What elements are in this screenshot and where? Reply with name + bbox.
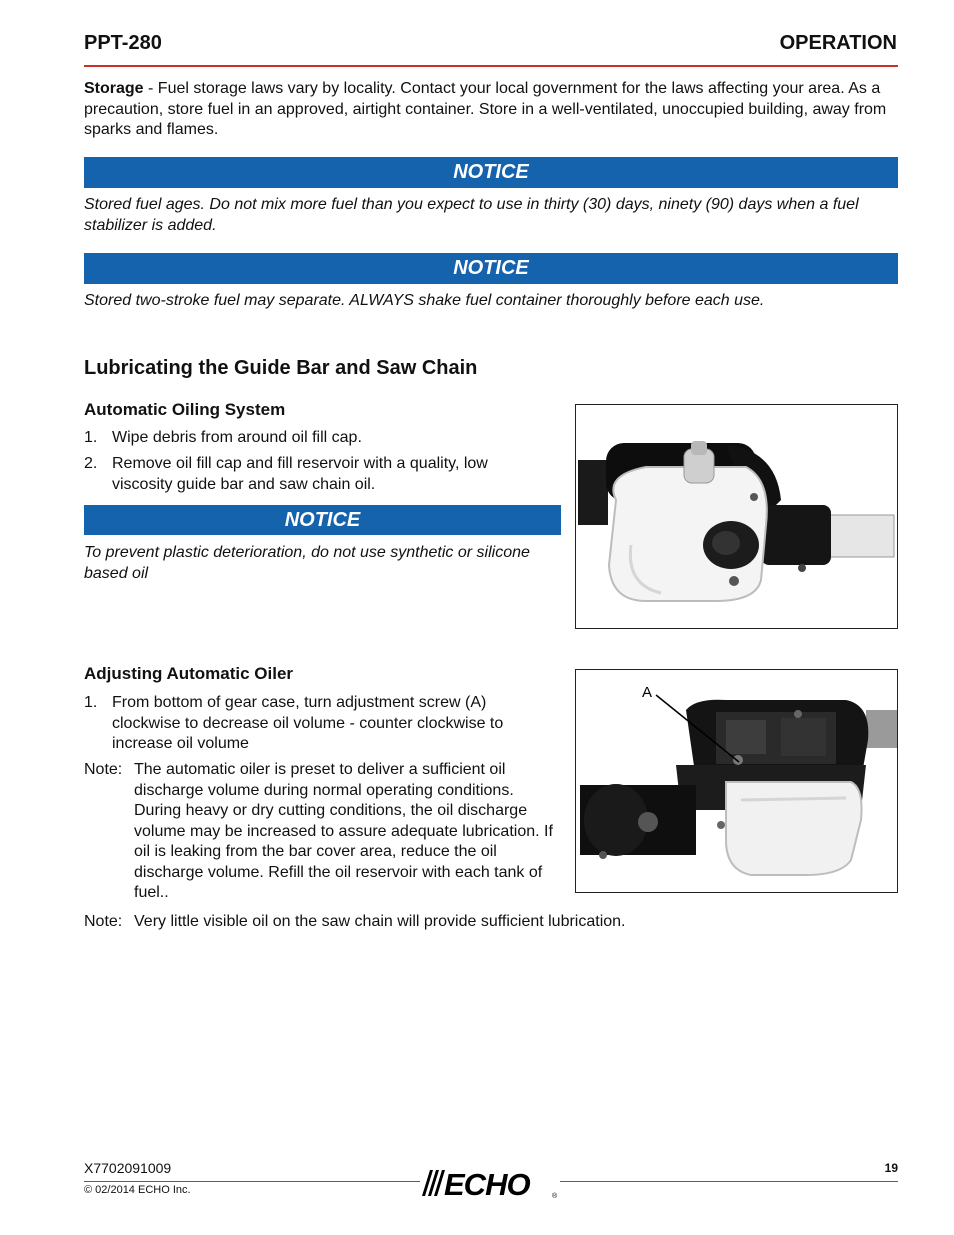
list-text: Wipe debris from around oil fill cap.: [112, 429, 362, 446]
section-title: OPERATION: [779, 32, 897, 54]
document-number: X7702091009: [84, 1160, 172, 1176]
storage-text: - Fuel storage laws vary by locality. Contact your local government for the laws affecting your area. As a precaution, store fuel in an approved, airtight container. Store in a well-ventilated, unoccupied building, away from sparks and flames.: [84, 80, 887, 138]
callout-label-a: A: [642, 684, 653, 701]
note: [84, 760, 564, 904]
note-label: Note:: [84, 913, 123, 930]
storage-paragraph: [84, 79, 900, 141]
notice-banner: NOTICE: [84, 505, 561, 535]
notice-text: Stored fuel ages. Do not mix more fuel than you expect to use in thirty (30) days, ninety (90) days when a fuel stabilizer is added.: [84, 196, 859, 234]
header-rule: [84, 65, 898, 67]
echo-logo-mark: [420, 1166, 562, 1200]
list-item: [84, 428, 544, 449]
list-number: 1.: [84, 429, 98, 446]
section-heading: Lubricating the Guide Bar and Saw Chain: [84, 357, 478, 379]
subsection-heading: Automatic Oiling System: [84, 400, 286, 419]
notice-banner: NOTICE: [84, 157, 898, 188]
oil-fill-cap-photo: [575, 404, 898, 629]
copyright-text: © 02/2014 ECHO Inc.: [84, 1184, 191, 1196]
gear-case-photo: [575, 669, 898, 893]
list-text: From bottom of gear case, turn adjustment screw (A) clockwise to decrease oil volume - counter clockwise to increase oil volume: [112, 694, 504, 752]
model-name: PPT-280: [84, 32, 162, 54]
note: [84, 912, 898, 933]
list-number: 2.: [84, 455, 98, 472]
note-text: The automatic oiler is preset to deliver a sufficient oil discharge volume during normal operating conditions. During heavy or dry cutting conditions, the oil discharge volume may be increased to assure adequate lubrication. If oil is leaking from the bar cover area, reduce the oil discharge volume. Refill the oil reservoir with each tank of fuel..: [134, 761, 553, 901]
oil-reservoir-illustration: [576, 405, 897, 628]
list-item: [84, 693, 554, 755]
page-number: 19: [884, 1161, 898, 1175]
notice-text: Stored two-stroke fuel may separate. ALWAYS shake fuel container thoroughly before each use.: [84, 292, 765, 309]
svg-text:®: ®: [552, 1193, 558, 1200]
notice-text: To prevent plastic deterioration, do not use synthetic or silicone based oil: [84, 544, 530, 582]
list-item: [84, 454, 524, 495]
subsection-heading: Adjusting Automatic Oiler: [84, 664, 294, 683]
echo-logo: [420, 1166, 562, 1200]
storage-label: Storage: [84, 80, 144, 97]
logo-text: ECHO: [444, 1167, 530, 1200]
note-label: Note:: [84, 761, 123, 778]
list-text: Remove oil fill cap and fill reservoir with a quality, low viscosity guide bar and saw chain oil.: [112, 455, 488, 493]
notice-banner: NOTICE: [84, 253, 898, 284]
list-number: 1.: [84, 694, 98, 711]
gear-case-illustration: [576, 670, 897, 892]
note-text: Very little visible oil on the saw chain will provide sufficient lubrication.: [134, 913, 626, 930]
footer-rule-left: [84, 1181, 420, 1182]
footer-rule-right: [560, 1181, 898, 1182]
